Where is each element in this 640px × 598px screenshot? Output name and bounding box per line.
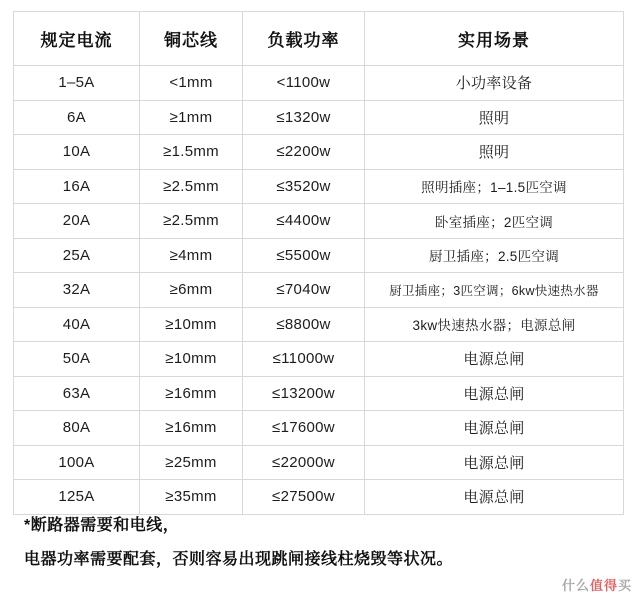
table-row [14, 169, 624, 204]
cell-wire: ≥10mm [140, 307, 243, 342]
table-row [14, 342, 624, 377]
cell-wire: ≥1.5mm [140, 135, 243, 170]
cell-current: 6A [14, 100, 140, 135]
cell-current: 16A [14, 169, 140, 204]
cell-scene: 电源总闸 [365, 445, 624, 480]
table-row [14, 204, 624, 239]
cell-power: ≤11000w [243, 342, 365, 377]
footnote-line-1: *断路器需要和电线， [24, 517, 180, 534]
table-row [14, 135, 624, 170]
table-row [14, 273, 624, 308]
cell-scene: 电源总闸 [365, 376, 624, 411]
cell-power: ≤2200w [243, 135, 365, 170]
cell-wire: ≥2.5mm [140, 169, 243, 204]
cell-power: ≤4400w [243, 204, 365, 239]
table-row [14, 238, 624, 273]
cell-wire: ≥2.5mm [140, 204, 243, 239]
table-row [14, 376, 624, 411]
watermark-suffix: 买 [617, 578, 632, 593]
table-header-row [14, 12, 624, 66]
cell-power: ≤1320w [243, 100, 365, 135]
column-header-wire: 铜芯线 [140, 12, 243, 66]
column-header-current: 规定电流 [14, 12, 140, 66]
cell-current: 50A [14, 342, 140, 377]
cell-current: 10A [14, 135, 140, 170]
table-body [14, 66, 624, 515]
site-watermark [562, 575, 632, 594]
cell-wire: <1mm [140, 66, 243, 101]
document-page [0, 11, 640, 598]
footnote [24, 509, 624, 577]
cell-wire: ≥10mm [140, 342, 243, 377]
cell-power: ≤7040w [243, 273, 365, 308]
table-row [14, 445, 624, 480]
cell-scene: 电源总闸 [365, 411, 624, 446]
cell-scene: 小功率设备 [365, 66, 624, 101]
electrical-spec-table [13, 11, 624, 515]
cell-scene: 照明 [365, 135, 624, 170]
cell-power: ≤8800w [243, 307, 365, 342]
cell-power: ≤13200w [243, 376, 365, 411]
cell-scene: 电源总闸 [365, 480, 624, 515]
footnote-line-2: 电器功率需要配套，否则容易出现跳闸接线柱烧毁等状况。 [24, 551, 454, 568]
cell-scene: 卧室插座；2匹空调 [365, 204, 624, 239]
cell-current: 25A [14, 238, 140, 273]
cell-current: 100A [14, 445, 140, 480]
cell-scene: 电源总闸 [365, 342, 624, 377]
cell-wire: ≥25mm [140, 445, 243, 480]
table-row [14, 66, 624, 101]
cell-current: 63A [14, 376, 140, 411]
cell-wire: ≥1mm [140, 100, 243, 135]
cell-wire: ≥16mm [140, 411, 243, 446]
table-row [14, 411, 624, 446]
cell-current: 20A [14, 204, 140, 239]
column-header-power: 负载功率 [243, 12, 365, 66]
table-row [14, 307, 624, 342]
table-header [14, 12, 624, 66]
cell-scene: 3kw快速热水器；电源总闸 [365, 307, 624, 342]
cell-power: ≤27500w [243, 480, 365, 515]
watermark-prefix: 什么 [561, 578, 590, 593]
cell-scene: 厨卫插座；3匹空调；6kw快速热水器 [365, 273, 624, 308]
cell-current: 80A [14, 411, 140, 446]
cell-power: ≤3520w [243, 169, 365, 204]
table-row [14, 100, 624, 135]
cell-current: 40A [14, 307, 140, 342]
cell-wire: ≥16mm [140, 376, 243, 411]
cell-power: ≤17600w [243, 411, 365, 446]
watermark-highlight: 值得 [589, 578, 618, 593]
cell-wire: ≥6mm [140, 273, 243, 308]
cell-scene: 厨卫插座；2.5匹空调 [365, 238, 624, 273]
cell-wire: ≥4mm [140, 238, 243, 273]
column-header-scene: 实用场景 [365, 12, 624, 66]
cell-current: 1–5A [14, 66, 140, 101]
cell-current: 32A [14, 273, 140, 308]
cell-power: ≤22000w [243, 445, 365, 480]
cell-power: ≤5500w [243, 238, 365, 273]
cell-scene: 照明插座；1–1.5匹空调 [365, 169, 624, 204]
cell-scene: 照明 [365, 100, 624, 135]
cell-wire: ≥35mm [140, 480, 243, 515]
cell-current: 125A [14, 480, 140, 515]
cell-power: <1100w [243, 66, 365, 101]
